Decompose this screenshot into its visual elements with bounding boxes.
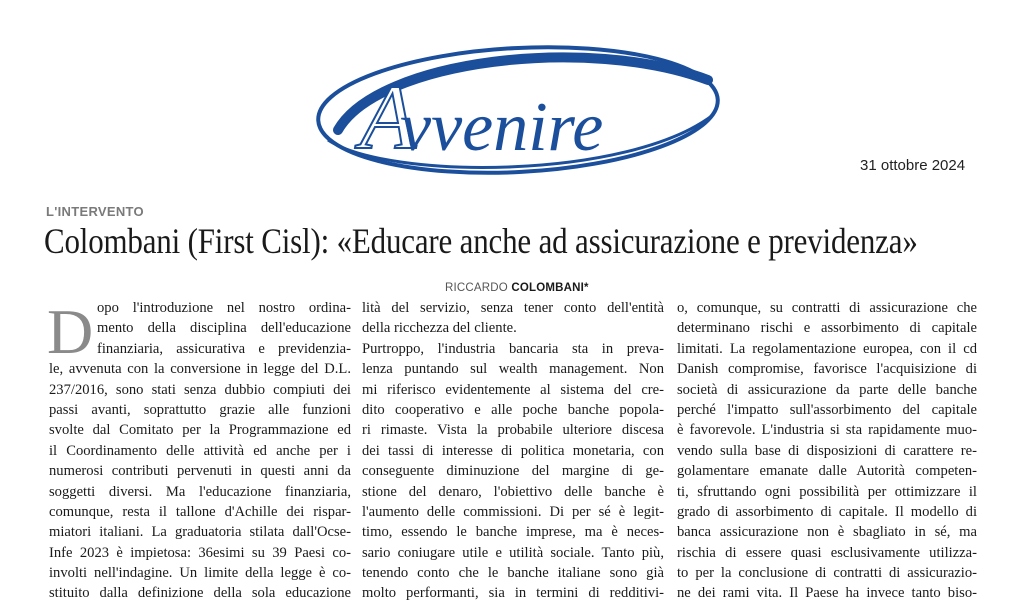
article-line: ti, sfruttando ogni possibilità per ottimizzare il — [677, 483, 977, 500]
article-line: o, comunque, su contratti di assicurazione che — [677, 300, 977, 316]
article-line: grado di assorbimento di capitale. Il modello di — [677, 503, 977, 520]
masthead — [0, 0, 1024, 200]
article-line: della ricchezza del cliente. — [362, 320, 517, 337]
article-line: vendo sulla base di disposizioni di carattere re- — [677, 442, 977, 459]
article-line: dito cooperativo e alle poche banche popola- — [362, 401, 664, 418]
article-column-2 — [362, 298, 664, 604]
article-line: banca assicurazione non è sbagliato in sé, ma — [677, 524, 977, 541]
article-column-3 — [677, 298, 977, 604]
article-line: Danish compromise, favorisce l'acquisizione di — [677, 361, 977, 378]
article-line: tenendo conto che le banche italiane sono già — [362, 565, 664, 582]
article-line: stione del denaro, l'obiettivo delle banche è — [362, 483, 664, 500]
article-column-1 — [49, 298, 351, 604]
byline-last-name: COLOMBANI* — [511, 282, 589, 294]
article-line: è favorevole. L'industria si sta rapidamente muo- — [677, 422, 977, 439]
article-line: golamentare emanate dalle Autorità competen- — [677, 463, 977, 480]
article-line: comunque, resta il tallone d'Achille dei rispar- — [49, 503, 351, 520]
article-line: società di assicurazione da parte delle banche — [677, 381, 977, 398]
article-line: timo, essendo le banche imprese, ma è neces- — [362, 524, 664, 541]
article-line: rischia di essere quasi esclusivamente utilizza- — [677, 544, 977, 561]
article-line: ne dei rami vita. Il Paese ha invece tanto biso- — [677, 585, 977, 602]
article-line: mento della disciplina dell'educazione — [97, 320, 351, 337]
article-headline: Colombani (First Cisl): «Educare anche ad assicurazione e previdenza» — [44, 221, 918, 261]
article-line: finanziaria, assicurativa e previdenzia- — [97, 340, 351, 357]
drop-cap: D — [47, 296, 94, 367]
article-line: determinano rischi e assorbimento di capitale — [677, 320, 977, 337]
article-line: molto performanti, sia in termini di redditivi- — [362, 585, 664, 602]
article-line: mi riferisco evidentemente al sistema del cre- — [362, 381, 664, 398]
article-line: Infe 2023 è impietosa: 36esimi su 39 Paesi co- — [49, 544, 351, 561]
section-kicker: L'INTERVENTO — [46, 204, 144, 219]
issue-date: 31 ottobre 2024 — [860, 157, 966, 174]
article-line: lità del servizio, senza tener conto dell'entità — [362, 300, 664, 316]
article-line: miatori italiani. La graduatoria stilata dall'Ocse- — [49, 524, 351, 541]
article-line: le, avvenuta con la conversione in legge del D.L. — [49, 361, 351, 378]
article-line: to per la conclusione di contratti di assicurazio- — [677, 565, 977, 582]
article-line: Purtroppo, l'industria bancaria sta in preva- — [362, 340, 664, 357]
avvenire-logo — [308, 40, 728, 190]
svg-text:A: A — [360, 66, 417, 168]
article-line: ri rimaste. Vista la probabile ulteriore discesa — [362, 422, 664, 439]
article-line: numerosi contributi pervenuti in questi anni da — [49, 463, 351, 480]
article-byline — [445, 282, 589, 294]
article-line: lenza puntando sul wealth management. Non — [362, 361, 664, 378]
article-line: conseguente diminuzione del margine di ge- — [362, 463, 664, 480]
article-line: il Coordinamento delle attività ed anche per i — [49, 442, 351, 459]
article-line: soggetti diversi. Ma l'educazione finanziaria, — [49, 483, 351, 500]
article-line: perché l'impatto sull'assorbimento del capitale — [677, 401, 977, 418]
article-line: passi avanti, soprattutto grazie alle funzioni — [49, 401, 351, 418]
logo-graphic — [308, 40, 728, 190]
article-line: svolte dal Comitato per la Programmazione ed — [49, 422, 351, 439]
article-line: 237/2016, sono stati senza dubbio compiuti dei — [49, 381, 351, 398]
article-line: stituito dalla definizione della sola educazione — [49, 585, 351, 602]
article-line: sario coniugare utile e utilità sociale. Tanto più, — [362, 544, 664, 561]
svg-text:vvenire: vvenire — [400, 89, 604, 166]
article-line: opo l'introduzione nel nostro ordina- — [97, 300, 351, 316]
article-line: l'aumento delle commissioni. Di per sé è legit- — [362, 503, 664, 520]
article-line: limitati. La regolamentazione europea, con il cd — [677, 340, 977, 357]
byline-first-name: RICCARDO — [445, 282, 508, 294]
article-line: dei tassi di interesse di politica monetaria, con — [362, 442, 664, 459]
article-line: involti nell'indagine. Un limite della legge è co- — [49, 565, 351, 582]
